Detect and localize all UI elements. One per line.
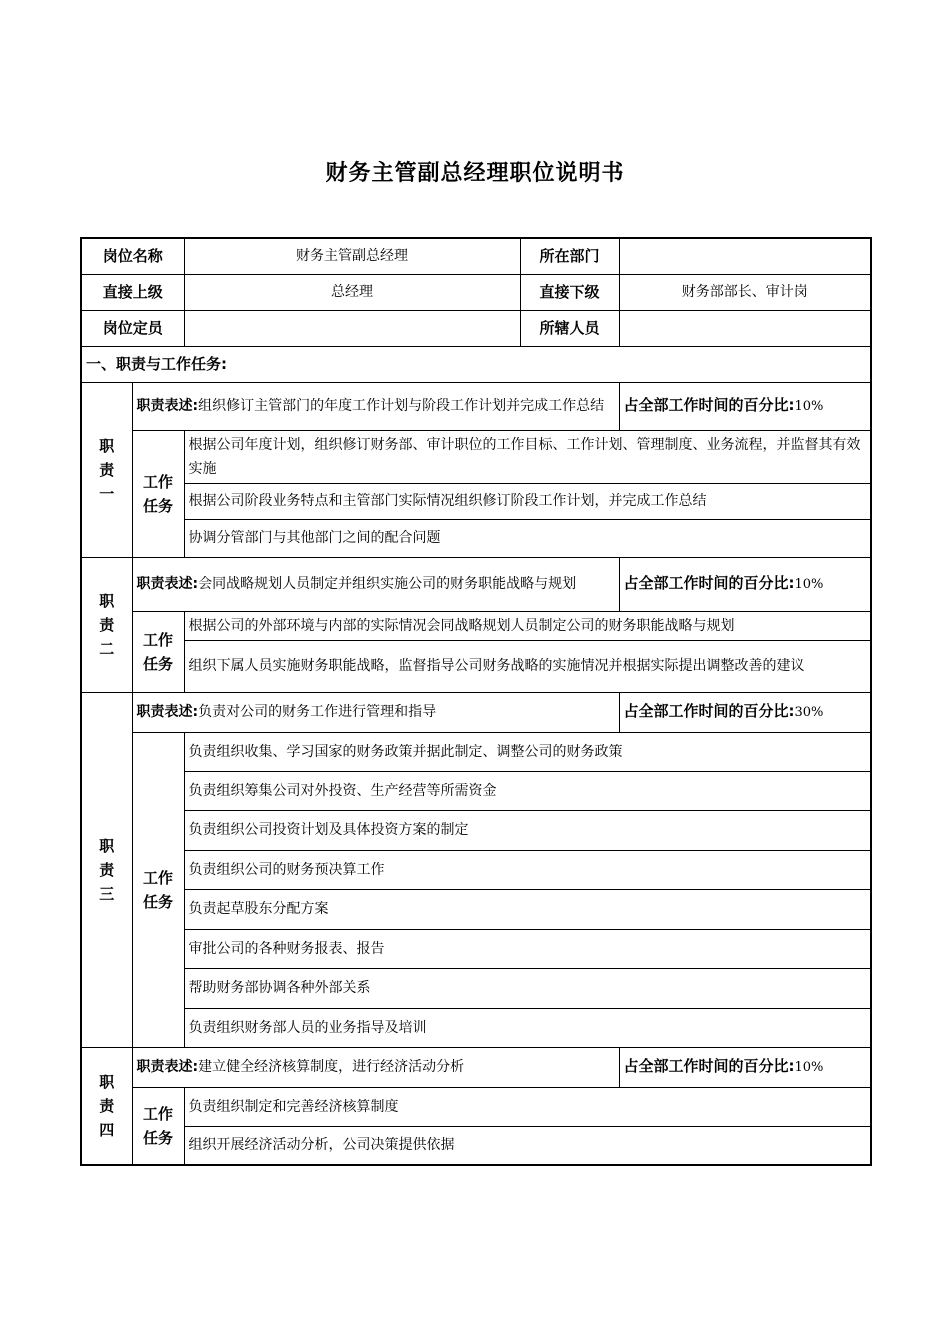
duty-1-statement: 职责表述:组织修订主管部门的年度工作计划与阶段工作计划并完成工作总结	[132, 382, 619, 430]
duty-4-task-1: 负责组织制定和完善经济核算制度	[184, 1087, 871, 1126]
duty-1-statement-row	[81, 382, 871, 430]
header-row-1	[81, 238, 871, 274]
duty-3-percent: 占全部工作时间的百分比:30%	[619, 692, 871, 732]
department-label: 所在部门	[520, 238, 619, 274]
superior-label: 直接上级	[81, 274, 184, 310]
duty-3-task-8: 负责组织财务部人员的业务指导及培训	[184, 1008, 871, 1047]
position-name-value: 财务主管副总经理	[184, 238, 520, 274]
section-title: 一、职责与工作任务:	[81, 346, 871, 382]
duty-3-task-3: 负责组织公司投资计划及具体投资方案的制定	[184, 810, 871, 850]
headcount-label: 岗位定员	[81, 310, 184, 346]
duty-1-task-1: 根据公司年度计划，组织修订财务部、审计职位的工作目标、工作计划、管理制度、业务流程，并监督其有效实施	[184, 430, 871, 483]
duty-3-task-row	[81, 1008, 871, 1047]
duty-3-task-7: 帮助财务部协调各种外部关系	[184, 968, 871, 1008]
duty-3-task-row	[81, 850, 871, 889]
duty-3-statement-row	[81, 692, 871, 732]
duty-3-statement: 职责表述:负责对公司的财务工作进行管理和指导	[132, 692, 619, 732]
duty-3-task-row	[81, 889, 871, 929]
headcount-value	[184, 310, 520, 346]
duty-2-statement: 职责表述:会同战略规划人员制定并组织实施公司的财务职能战略与规划	[132, 557, 619, 611]
subordinate-value: 财务部部长、审计岗	[619, 274, 871, 310]
duty-3-task-4: 负责组织公司的财务预决算工作	[184, 850, 871, 889]
duty-1-task-2: 根据公司阶段业务特点和主管部门实际情况组织修订阶段工作计划，并完成工作总结	[184, 483, 871, 519]
duty-4-statement: 职责表述:建立健全经济核算制度，进行经济活动分析	[132, 1047, 619, 1087]
duty-2-task-row	[81, 640, 871, 692]
duty-2-percent: 占全部工作时间的百分比:10%	[619, 557, 871, 611]
page-title: 财务主管副总经理职位说明书	[325, 161, 625, 186]
duty-4-name: 职责四	[81, 1047, 132, 1165]
duty-4-task-row	[81, 1087, 871, 1126]
duty-3-task-row	[81, 929, 871, 968]
duty-1-task-3: 协调分管部门与其他部门之间的配合问题	[184, 519, 871, 557]
header-row-3	[81, 310, 871, 346]
duty-3-name: 职责三	[81, 692, 132, 1047]
duty-2-task-row	[81, 611, 871, 640]
duty-3-task-row	[81, 732, 871, 771]
subordinate-label: 直接下级	[520, 274, 619, 310]
duty-4-percent: 占全部工作时间的百分比:10%	[619, 1047, 871, 1087]
duty-3-task-1: 负责组织收集、学习国家的财务政策并据此制定、调整公司的财务政策	[184, 732, 871, 771]
department-value	[619, 238, 871, 274]
duty-1-name: 职责一	[81, 382, 132, 557]
duty-2-name: 职责二	[81, 557, 132, 692]
duty-3-task-row	[81, 968, 871, 1008]
duty-1-percent: 占全部工作时间的百分比:10%	[619, 382, 871, 430]
duty-1-tasks-label: 工作任务	[132, 430, 184, 557]
duty-2-statement-row	[81, 557, 871, 611]
duty-3-task-row	[81, 810, 871, 850]
position-name-label: 岗位名称	[81, 238, 184, 274]
duty-3-task-row	[81, 771, 871, 810]
duty-2-task-2: 组织下属人员实施财务职能战略，监督指导公司财务战略的实施情况并根据实际提出调整改善的建议	[184, 640, 871, 692]
duty-2-tasks-label: 工作任务	[132, 611, 184, 692]
duty-3-tasks-label: 工作任务	[132, 732, 184, 1047]
duty-2-task-1: 根据公司的外部环境与内部的实际情况会同战略规划人员制定公司的财务职能战略与规划	[184, 611, 871, 640]
duty-3-task-2: 负责组织筹集公司对外投资、生产经营等所需资金	[184, 771, 871, 810]
duty-4-tasks-label: 工作任务	[132, 1087, 184, 1165]
duty-4-task-2: 组织开展经济活动分析，公司决策提供依据	[184, 1126, 871, 1165]
managed-value	[619, 310, 871, 346]
duty-1-task-row	[81, 430, 871, 483]
section-row	[81, 346, 871, 382]
duty-1-task-row	[81, 483, 871, 519]
duty-1-task-row	[81, 519, 871, 557]
job-description-table	[80, 237, 872, 1166]
managed-label: 所辖人员	[520, 310, 619, 346]
superior-value: 总经理	[184, 274, 520, 310]
duty-4-task-row	[81, 1126, 871, 1165]
duty-4-statement-row	[81, 1047, 871, 1087]
duty-3-task-5: 负责起草股东分配方案	[184, 889, 871, 929]
duty-3-task-6: 审批公司的各种财务报表、报告	[184, 929, 871, 968]
header-row-2	[81, 274, 871, 310]
